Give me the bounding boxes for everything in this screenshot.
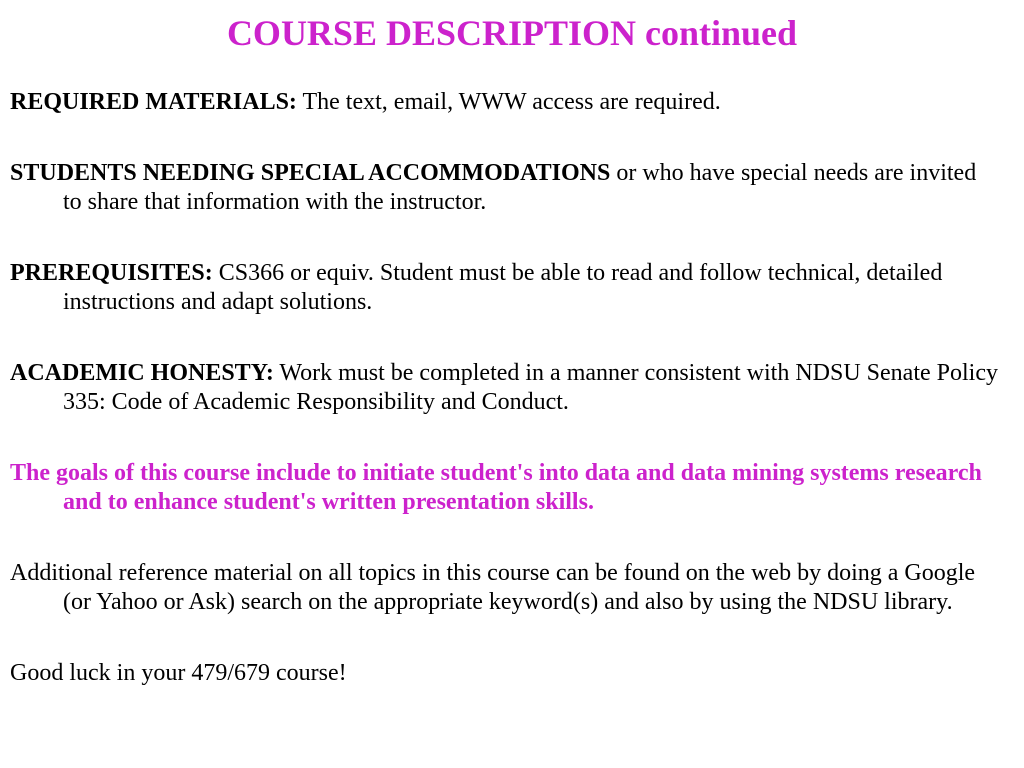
special-accommodations-paragraph <box>10 159 1000 217</box>
prerequisites-heading: PREREQUISITES: <box>10 260 213 286</box>
special-accommodations-heading: STUDENTS NEEDING SPECIAL ACCOMMODATIONS <box>10 160 611 186</box>
slide-title: COURSE DESCRIPTION continued <box>226 13 798 53</box>
prerequisites-paragraph <box>10 259 1000 317</box>
academic-honesty-text: Work must be completed in a manner consistent with NDSU Senate Policy 335: Code of Academic Responsibility and Conduct. <box>63 360 998 415</box>
special-accommodations-text: or who have special needs are invited to share that information with the instructor. <box>63 160 977 215</box>
prerequisites-text: CS366 or equiv. Student must be able to read and follow technical, detailed instructions and adapt solutions. <box>63 260 943 315</box>
course-goals-text: The goals of this course include to initiate student's into data and data mining systems research and to enhance student's written presentation skills. <box>10 460 982 515</box>
slide-body <box>10 88 1000 730</box>
academic-honesty-heading: ACADEMIC HONESTY: <box>10 360 274 386</box>
required-materials-heading: REQUIRED MATERIALS: <box>10 89 297 115</box>
required-materials-paragraph <box>10 88 1000 117</box>
academic-honesty-paragraph <box>10 359 1000 417</box>
required-materials-text: The text, email, WWW access are required. <box>296 89 721 115</box>
course-goals-paragraph <box>10 459 1000 517</box>
additional-reference-text: Additional reference material on all topics in this course can be found on the web by doing a Google (or Yahoo or Ask) search on the appropriate keyword(s) and also by using the NDSU library. <box>10 560 976 615</box>
additional-reference-paragraph <box>10 559 1000 617</box>
closing-paragraph <box>10 659 1000 688</box>
closing-text: Good luck in your 479/679 course! <box>10 660 347 686</box>
